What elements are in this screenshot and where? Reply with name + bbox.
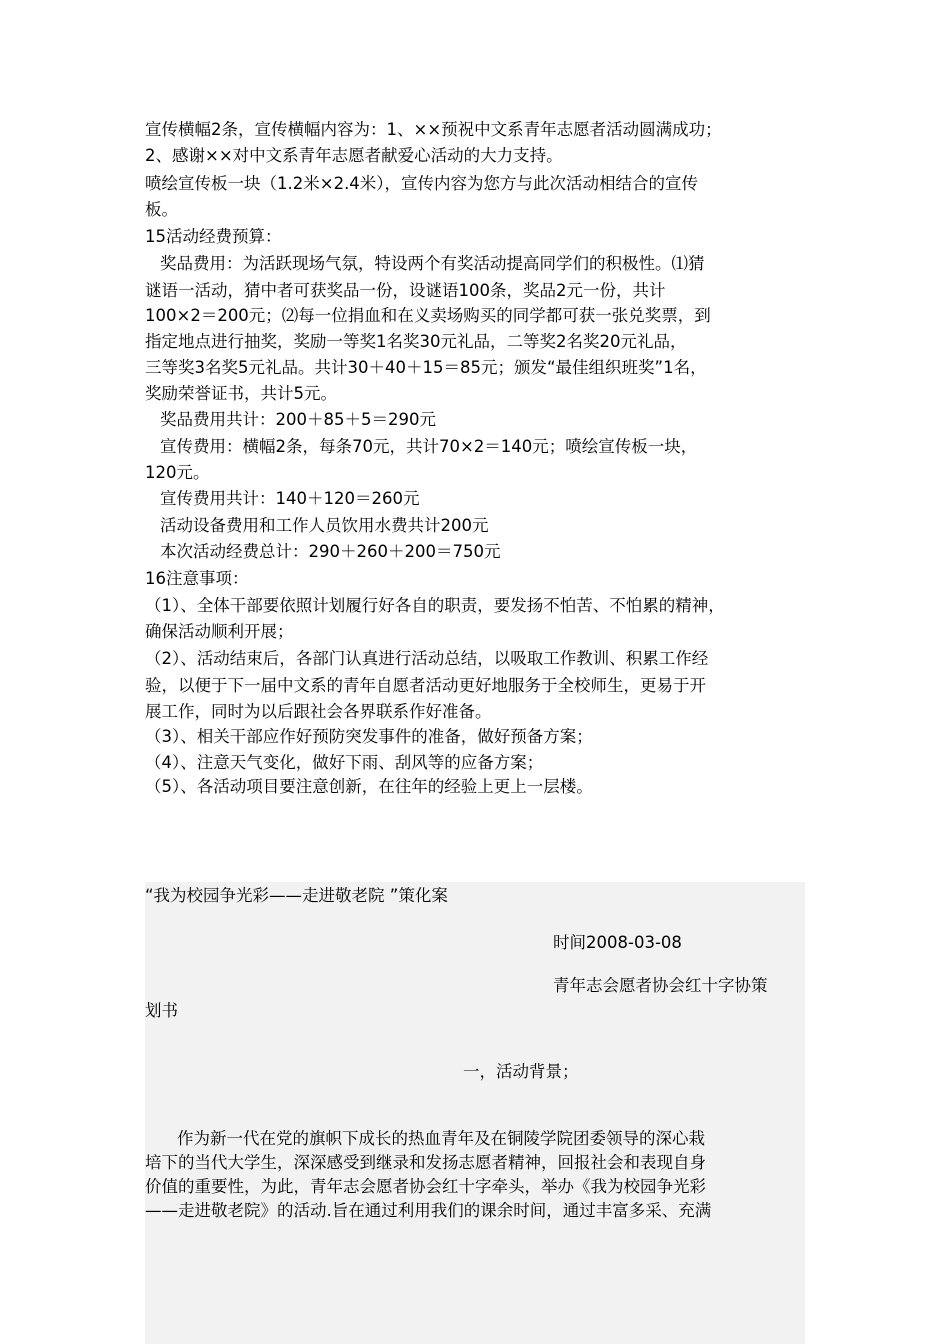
text-line: 宣传横幅2条，宣传横幅内容为：1、××预祝中文系青年志愿者活动圆满成功；: [145, 120, 722, 139]
text-line: 宣传费用：横幅2条，每条70元，共计70×2＝140元；喷绘宣传板一块，: [160, 437, 698, 456]
text-line: 宣传费用共计：140＋120＝260元: [160, 489, 420, 508]
body-line: 作为新一代在党的旗帜下成长的热血青年及在铜陵学院团委领导的深心栽: [177, 1129, 705, 1148]
proposal-title: “我为校园争光彩——走进敬老院 ”策化案: [145, 886, 448, 905]
text-line: （1）、全体干部要依照计划履行好各自的职责，要发扬不怕苦、不怕累的精神，: [145, 596, 725, 615]
text-line: （3）、相关干部应作好预防突发事件的准备，做好预备方案；: [145, 727, 593, 746]
text-line: 奖励荣誉证书，共计5元。: [145, 384, 337, 403]
body-line: ——走进敬老院》的活动.旨在通过利用我们的课余时间，通过丰富多采、充满: [145, 1201, 712, 1220]
proposal-org-cont: 划书: [145, 1001, 178, 1020]
text-line: （2）、活动结束后，各部门认真进行活动总结，以吸取工作教训、积累工作经: [145, 649, 709, 668]
proposal-org: 青年志会愿者协会红十字协策: [553, 976, 768, 995]
section-heading: 15活动经费预算：: [145, 227, 282, 246]
text-line: 奖品费用：为活跃现场气氛，特设两个有奖活动提高同学们的积极性。⑴猜: [160, 254, 705, 273]
text-line: 活动设备费用和工作人员饮用水费共计200元: [160, 516, 489, 535]
text-line: 120元。: [145, 463, 210, 482]
text-line: 展工作，同时为以后跟社会各界联系作好准备。: [145, 702, 492, 721]
background-heading: 一，活动背景；: [463, 1062, 579, 1081]
text-line: 指定地点进行抽奖，奖励一等奖1名奖30元礼品，二等奖2名奖20元礼品，: [145, 332, 687, 351]
text-line: 喷绘宣传板一块（1.2米×2.4米），宣传内容为您方与此次活动相结合的宣传: [145, 174, 699, 193]
text-line: 本次活动经费总计：290＋260＋200＝750元: [160, 542, 501, 561]
text-line: （4）、注意天气变化，做好下雨、刮风等的应备方案；: [145, 753, 544, 772]
text-line: 100×2＝200元；⑵每一位捐血和在义卖场购买的同学都可获一张兑奖票，到: [145, 306, 711, 325]
text-line: （5）、各活动项目要注意创新，在往年的经验上更上一层楼。: [145, 777, 593, 796]
body-line: 培下的当代大学生，深深感受到继录和发扬志愿者精神，回报社会和表现自身: [145, 1153, 706, 1172]
text-line: 谜语一活动，猜中者可获奖品一份，设谜语100条，奖品2元一份，共计: [145, 281, 666, 300]
proposal-date: 时间2008-03-08: [553, 933, 682, 952]
text-line: 奖品费用共计：200＋85＋5＝290元: [160, 410, 436, 429]
proposal-section: [145, 882, 805, 1344]
body-line: 价值的重要性，为此，青年志会愿者协会红十字牵头，举办《我为校园争光彩: [145, 1177, 706, 1196]
text-line: 三等奖3名奖5元礼品。共计30＋40＋15＝85元；颁发“最佳组织班奖”1名，: [145, 358, 707, 377]
section-heading: 16注意事项：: [145, 569, 249, 588]
text-line: 确保活动顺利开展；: [145, 622, 294, 641]
text-line: 板。: [145, 200, 178, 219]
text-line: 验，以便于下一届中文系的青年自愿者活动更好地服务于全校师生，更易于开: [145, 676, 706, 695]
text-line: 2、感谢××对中文系青年志愿者献爱心活动的大力支持。: [145, 146, 563, 165]
